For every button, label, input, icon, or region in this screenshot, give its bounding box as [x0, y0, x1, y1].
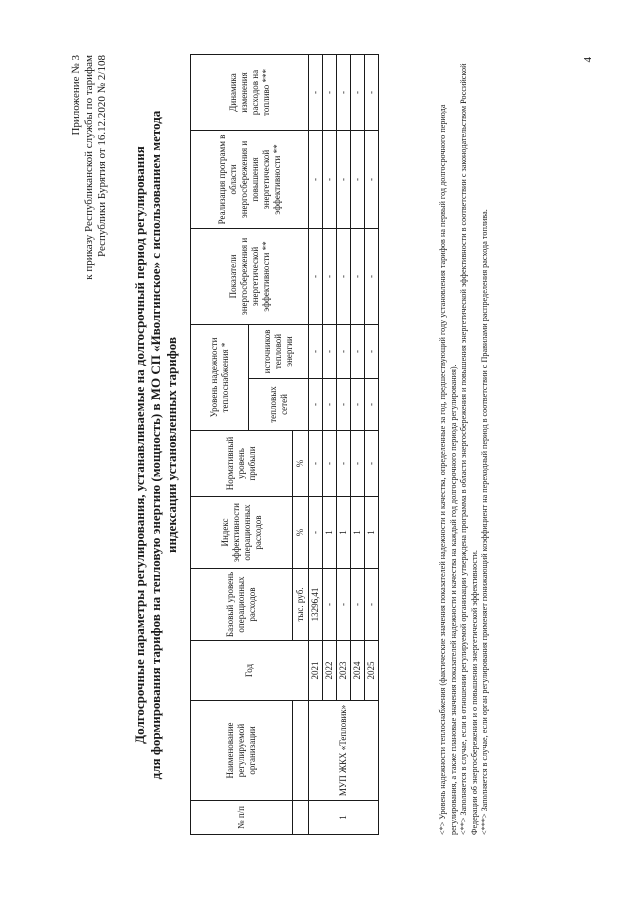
cell-fuel-dynamics: -: [309, 54, 323, 130]
cell-base-level: -: [351, 569, 365, 641]
cell-energy-indicators: -: [365, 228, 379, 324]
cell-profit-level: -: [323, 431, 337, 497]
cell-energy-indicators: -: [309, 228, 323, 324]
cell-heat-sources: -: [323, 324, 337, 378]
footnote-1: <*> Уровень надежности теплоснабжения (фактические значения показателей надежности и качества, определенные за год, предшествующий году установления тарифов на первый год долгосрочного периода регулирования, а также плановые значения показателей надежности и качества на каждый год долгосрочного периода регулирования).: [438, 104, 458, 835]
units-organization: [293, 701, 309, 801]
row-number: 1: [309, 801, 379, 835]
cell-year: 2022: [323, 641, 337, 701]
cell-heat-sources: -: [351, 324, 365, 378]
cell-heat-sources: -: [337, 324, 351, 378]
cell-efficiency-index: 1: [365, 497, 379, 569]
col-header-number: № п/п: [191, 801, 293, 835]
cell-heat-networks: -: [351, 379, 365, 431]
cell-efficiency-index: 1: [337, 497, 351, 569]
cell-fuel-dynamics: -: [323, 54, 337, 130]
cell-energy-indicators: -: [351, 228, 365, 324]
cell-fuel-dynamics: -: [351, 54, 365, 130]
footnote-3: <***> Заполняется в случае, если орган регулирования применяет понижающий коэффициент на переходный период в соответствии с Правилами распределения расхода топлива.: [480, 209, 489, 835]
cell-heat-sources: -: [365, 324, 379, 378]
parameters-table-wrap: [190, 55, 379, 835]
title-line-3: индексации установленных тарифов: [164, 337, 179, 553]
col-header-fuel-dynamics: Динамика изменения расходов на топливо ***: [191, 54, 309, 130]
title-line-2: для формирования тарифов на тепловую энергию (мощность) в МО СП «Иволгинское» с использованием метода: [148, 110, 163, 780]
unit-profit-level: %: [293, 431, 309, 497]
footnotes: [438, 55, 491, 835]
cell-profit-level: -: [351, 431, 365, 497]
col-header-energy-indicators: Показатели энергосбережения и энергетической эффективности **: [191, 228, 309, 324]
cell-energy-programs: -: [351, 130, 365, 228]
unit-base-level: тыс. руб.: [293, 569, 309, 641]
appendix-header: [70, 55, 109, 280]
cell-fuel-dynamics: -: [365, 54, 379, 130]
parameters-table: [190, 54, 379, 835]
col-header-base-level: Базовый уровень операционных расходов: [191, 569, 293, 641]
appendix-order-ref: к приказу Республиканской службы по тарифам: [83, 55, 95, 280]
footnote-2: <**> Заполняется в случае, если в отношении регулируемой организации утверждена программа в области энергосбережения и повышения энергетической эффективности в соответствии с законодательством Российской Федерации об энергосбережении и о повышении энергетической эффективности.: [459, 63, 479, 835]
cell-energy-programs: -: [309, 130, 323, 228]
cell-energy-indicators: -: [337, 228, 351, 324]
organization-name: МУП ЖКХ «Тепловик»: [309, 701, 379, 801]
cell-energy-programs: -: [323, 130, 337, 228]
cell-base-level: 13296,41: [309, 569, 323, 641]
cell-fuel-dynamics: -: [337, 54, 351, 130]
col-header-heat-sources: источников тепловой энергии: [249, 324, 309, 378]
cell-energy-programs: -: [337, 130, 351, 228]
col-header-efficiency-index: Индекс эффективности операционных расходов: [191, 497, 293, 569]
cell-efficiency-index: 1: [351, 497, 365, 569]
cell-year: 2024: [351, 641, 365, 701]
unit-efficiency-index: %: [293, 497, 309, 569]
cell-year: 2021: [309, 641, 323, 701]
appendix-number: Приложение № 3: [70, 55, 82, 136]
title-line-1: Долгосрочные параметры регулирования, устанавливаемые на долгосрочный период регулирования: [132, 146, 147, 744]
cell-profit-level: -: [337, 431, 351, 497]
cell-profit-level: -: [309, 431, 323, 497]
cell-base-level: -: [337, 569, 351, 641]
cell-energy-indicators: -: [323, 228, 337, 324]
col-header-year: Год: [191, 641, 309, 701]
cell-year: 2025: [365, 641, 379, 701]
cell-efficiency-index: -: [309, 497, 323, 569]
col-header-heat-networks: тепловых сетей: [249, 379, 309, 431]
col-header-profit-level: Нормативный уровень прибыли: [191, 431, 293, 497]
rotated-page: [70, 55, 594, 835]
cell-heat-networks: -: [309, 379, 323, 431]
cell-profit-level: -: [365, 431, 379, 497]
cell-year: 2023: [337, 641, 351, 701]
cell-base-level: -: [365, 569, 379, 641]
table-row: [309, 54, 323, 834]
page-number: 4: [582, 57, 594, 63]
cell-energy-programs: -: [365, 130, 379, 228]
col-header-energy-programs: Реализация программ в области энергосбережения и повышения энергетической эффективности **: [191, 130, 309, 228]
col-header-reliability: Уровень надежности теплоснабжения *: [191, 324, 249, 430]
cell-base-level: -: [323, 569, 337, 641]
cell-heat-networks: -: [337, 379, 351, 431]
cell-heat-networks: -: [365, 379, 379, 431]
cell-efficiency-index: 1: [323, 497, 337, 569]
appendix-order-date: Республики Бурятия от 16.12.2020 № 2/108: [96, 55, 108, 258]
col-header-organization: Наименование регулируемой организации: [191, 701, 293, 801]
cell-heat-networks: -: [323, 379, 337, 431]
units-number: [293, 801, 309, 835]
document-title: [132, 55, 180, 835]
header-row: [191, 54, 249, 834]
cell-heat-sources: -: [309, 324, 323, 378]
